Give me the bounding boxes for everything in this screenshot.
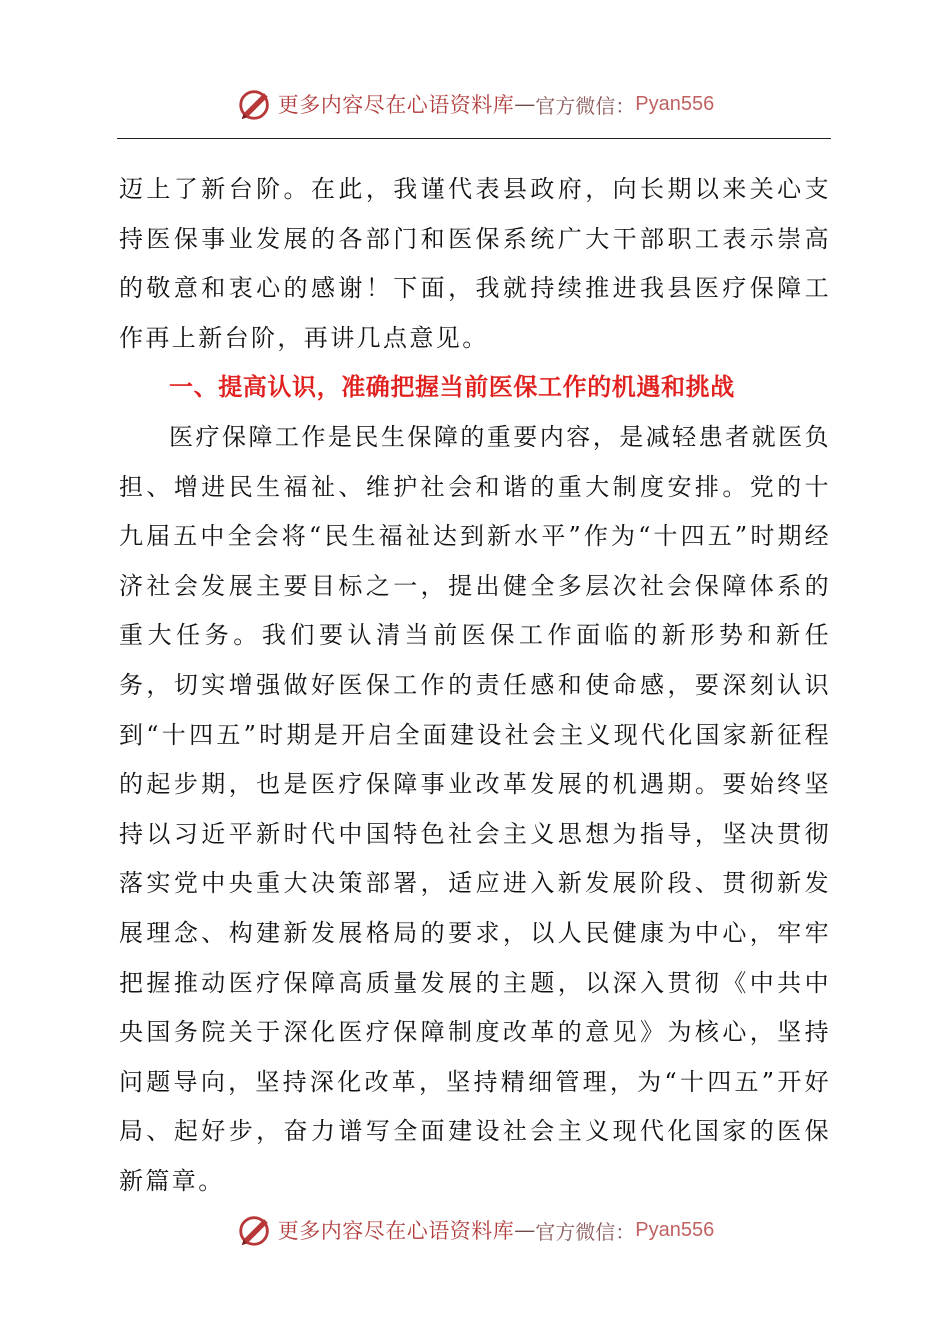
footer-wechat-id: Pyan556: [635, 1218, 715, 1241]
header-banner-separator: —: [514, 92, 536, 116]
paragraph-continuation: 迈上了新台阶。在此，我谨代表县政府，向长期以来关心支持医保事业发展的各部门和医保系统广大干部职工表示崇高的敬意和衷心的感谢！下面，我就持续推进我县医疗保障工作再上新台阶，再讲几点意见。: [119, 175, 831, 352]
header-wechat-id: Pyan556: [635, 92, 715, 115]
header-divider: [117, 138, 831, 139]
footer-banner-text: 更多内容尽在心语资料库: [277, 1219, 515, 1243]
footer-wechat-label: 官方微信：: [535, 1219, 636, 1244]
pen-logo-icon: [236, 85, 274, 123]
footer-banner-separator: —: [514, 1218, 536, 1242]
document-body: [119, 165, 831, 1206]
paragraph-body: 医疗保障工作是民生保障的重要内容，是减轻患者就医负担、增进民生福祉、维护社会和谐的重大制度安排。党的十九届五中全会将“民生福祉达到新水平”作为“十四五”时期经济社会发展主要目标之一，提出健全多层次社会保障体系的重大任务。我们要认清当前医保工作面临的新形势和新任务，切实增强做好医保工作的责任感和使命感，要深刻认识到“十四五”时期是开启全面建设社会主义现代化国家新征程的起步期，也是医疗保障事业改革发展的机遇期。要始终坚持以习近平新时代中国特色社会主义思想为指导，坚决贯彻落实党中央重大决策部署，适应进入新发展阶段、贯彻新发展理念、构建新发展格局的要求，以人民健康为中心，牢牢把握推动医疗保障高质量发展的主题，以深入贯彻《中共中央国务院关于深化医疗保障制度改革的意见》为核心，坚持问题导向，坚持深化改革，坚持精细管理，为“十四五”开好局、起好步，奋力谱写全面建设社会主义现代化国家的医保新篇章。: [119, 422, 831, 1195]
section-heading: 一、提高认识，准确把握当前医保工作的机遇和挑战: [169, 373, 735, 402]
footer-banner: [0, 1210, 950, 1250]
pen-logo-icon: [236, 1211, 274, 1249]
header-wechat-label: 官方微信：: [535, 93, 636, 118]
header-banner: [0, 84, 950, 124]
header-banner-text: 更多内容尽在心语资料库: [277, 93, 515, 117]
